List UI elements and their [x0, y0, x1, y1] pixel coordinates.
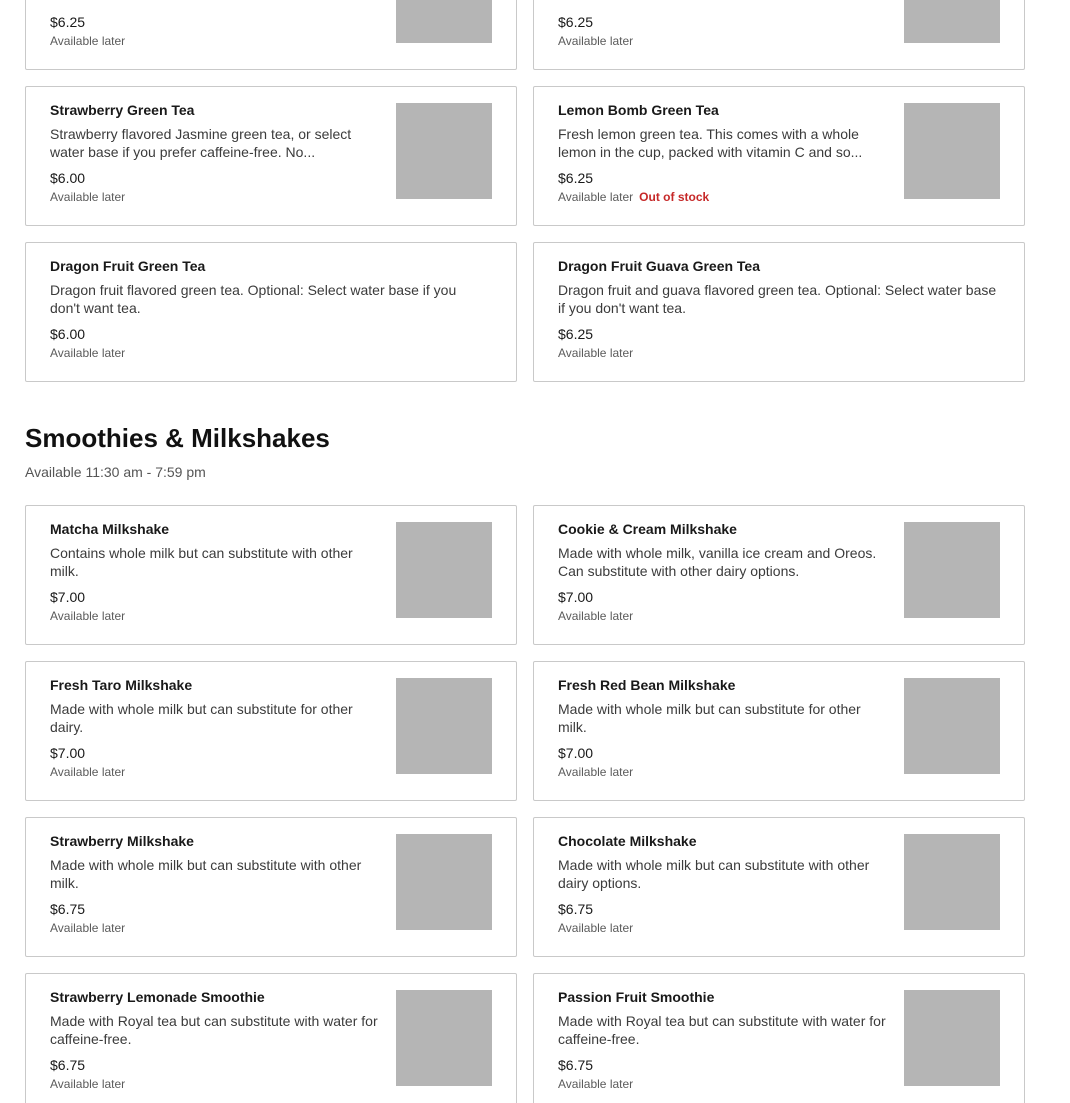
- menu-item-price: $6.75: [558, 1057, 594, 1073]
- menu-item-price: $6.75: [50, 1057, 86, 1073]
- menu-item-price: $7.00: [558, 745, 594, 761]
- menu-item-name: Strawberry Lemonade Smoothie: [50, 989, 265, 1005]
- menu-item-name: Passion Fruit Smoothie: [558, 989, 715, 1005]
- menu-item-image: [396, 834, 492, 930]
- menu-item-image: [396, 522, 492, 618]
- menu-item-info: [50, 676, 380, 780]
- menu-item-description: Made with whole milk but can substitute with other milk.: [50, 857, 362, 891]
- menu-item-meta: [558, 608, 888, 624]
- menu-item-description: Made with whole milk but can substitute for other dairy.: [50, 701, 353, 735]
- availability-label: Available later: [558, 765, 634, 779]
- menu-item-price: $6.75: [558, 901, 594, 917]
- menu-item-name: Fresh Red Bean Milkshake: [558, 677, 736, 693]
- menu-item-name: Strawberry Milkshake: [50, 833, 194, 849]
- menu-item-info: [558, 0, 888, 49]
- menu-item-description: Fresh lemon green tea. This comes with a whole lemon in the cup, packed with vitamin C and so...: [558, 126, 863, 160]
- menu-item-price: $6.25: [558, 170, 594, 186]
- menu-item-meta: [558, 1076, 888, 1092]
- menu-item-meta: [50, 764, 380, 780]
- menu-item-description: [50, 0, 380, 5]
- menu-item-meta: [558, 920, 888, 936]
- menu-item-image: [396, 103, 492, 199]
- menu-item-image: [396, 990, 492, 1086]
- menu-item-image: [904, 0, 1000, 43]
- menu-item-name: Dragon Fruit Green Tea: [50, 258, 206, 274]
- menu-item-info: [558, 676, 888, 780]
- availability-label: Available later: [50, 921, 126, 935]
- green-tea-item-grid: [25, 0, 1025, 382]
- menu-item-card[interactable]: [533, 817, 1025, 957]
- menu-item-image: [904, 678, 1000, 774]
- menu-item-info: [558, 832, 888, 936]
- menu-item-name: Fresh Taro Milkshake: [50, 677, 193, 693]
- menu-item-card[interactable]: [25, 242, 517, 382]
- menu-item-meta: [50, 920, 380, 936]
- menu-item-info: [558, 988, 888, 1092]
- menu-item-name: Matcha Milkshake: [50, 521, 170, 537]
- menu-item-info: [558, 520, 888, 624]
- menu-item-image: [904, 103, 1000, 199]
- menu-item-card[interactable]: [25, 661, 517, 801]
- menu-item-description: Made with whole milk but can substitute with other dairy options.: [558, 857, 870, 891]
- menu-item-info: [50, 257, 490, 361]
- availability-label: Available later: [50, 346, 126, 360]
- menu-item-price: $7.00: [50, 589, 86, 605]
- menu-item-card[interactable]: [533, 973, 1025, 1103]
- availability-label: Available later: [50, 1077, 126, 1091]
- menu-item-price: $7.00: [558, 589, 594, 605]
- menu-item-info: [50, 988, 380, 1092]
- menu-item-description: Dragon fruit flavored green tea. Optional: Select water base if you don't want tea.: [50, 282, 457, 316]
- menu-item-card[interactable]: [533, 242, 1025, 382]
- menu-item-meta: [50, 345, 490, 361]
- availability-label: Available later: [558, 1077, 634, 1091]
- menu-item-card[interactable]: [25, 973, 517, 1103]
- menu-item-name: Dragon Fruit Guava Green Tea: [558, 258, 761, 274]
- menu-item-image: [904, 834, 1000, 930]
- availability-label: Available later: [50, 190, 126, 204]
- smoothie-item-grid: [25, 505, 1025, 1103]
- menu-item-description: Made with Royal tea but can substitute with water for caffeine-free.: [558, 1013, 886, 1047]
- availability-label: Available later: [558, 34, 634, 48]
- menu-item-image: [904, 522, 1000, 618]
- out-of-stock-badge: Out of stock: [639, 190, 710, 204]
- menu-item-info: [558, 101, 888, 205]
- menu-item-card[interactable]: [533, 86, 1025, 226]
- availability-label: Available later: [50, 609, 126, 623]
- menu-item-meta: [558, 189, 888, 205]
- menu-item-name: Chocolate Milkshake: [558, 833, 697, 849]
- section-hours: Available 11:30 am - 7:59 pm: [25, 464, 206, 480]
- menu-item-name: Strawberry Green Tea: [50, 102, 195, 118]
- menu-item-info: [50, 0, 380, 49]
- menu-item-meta: [50, 1076, 380, 1092]
- menu-item-meta: [50, 189, 380, 205]
- availability-label: Available later: [558, 921, 634, 935]
- menu-item-price: $7.00: [50, 745, 86, 761]
- menu-item-card[interactable]: [25, 0, 517, 70]
- menu-item-card[interactable]: [533, 505, 1025, 645]
- availability-label: Available later: [558, 609, 634, 623]
- menu-item-price: $6.00: [50, 326, 86, 342]
- availability-label: Available later: [558, 190, 634, 204]
- section-title: Smoothies & Milkshakes: [25, 423, 330, 453]
- availability-label: Available later: [50, 765, 126, 779]
- menu-item-price: $6.25: [558, 14, 594, 30]
- menu-item-description: [558, 0, 888, 5]
- menu-item-name: Cookie & Cream Milkshake: [558, 521, 737, 537]
- menu-item-description: Dragon fruit and guava flavored green tea. Optional: Select water base if you don't want tea.: [558, 282, 997, 316]
- menu-item-description: Made with Royal tea but can substitute with water for caffeine-free.: [50, 1013, 378, 1047]
- menu-item-price: $6.25: [558, 326, 594, 342]
- menu-item-description: Made with whole milk, vanilla ice cream and Oreos. Can substitute with other dairy options.: [558, 545, 877, 579]
- menu-item-price: $6.25: [50, 14, 86, 30]
- menu-item-meta: [558, 345, 998, 361]
- menu-item-description: Made with whole milk but can substitute for other milk.: [558, 701, 861, 735]
- menu-item-info: [558, 257, 998, 361]
- menu-item-description: Strawberry flavored Jasmine green tea, or select water base if you prefer caffeine-free. No...: [50, 126, 352, 160]
- menu-item-image: [396, 0, 492, 43]
- menu-item-info: [50, 832, 380, 936]
- menu-item-card[interactable]: [533, 0, 1025, 70]
- menu-item-meta: [558, 33, 888, 49]
- menu-item-image: [904, 990, 1000, 1086]
- menu-item-info: [50, 101, 380, 205]
- menu-item-price: $6.75: [50, 901, 86, 917]
- menu-item-image: [396, 678, 492, 774]
- menu-item-name: Lemon Bomb Green Tea: [558, 102, 719, 118]
- menu-item-card[interactable]: [25, 505, 517, 645]
- menu-item-meta: [50, 608, 380, 624]
- menu-item-price: $6.00: [50, 170, 86, 186]
- availability-label: Available later: [558, 346, 634, 360]
- menu-item-info: [50, 520, 380, 624]
- availability-label: Available later: [50, 34, 126, 48]
- menu-item-card[interactable]: [25, 86, 517, 226]
- menu-item-card[interactable]: [25, 817, 517, 957]
- menu-item-meta: [50, 33, 380, 49]
- menu-item-meta: [558, 764, 888, 780]
- menu-item-card[interactable]: [533, 661, 1025, 801]
- menu-item-description: Contains whole milk but can substitute with other milk.: [50, 545, 353, 579]
